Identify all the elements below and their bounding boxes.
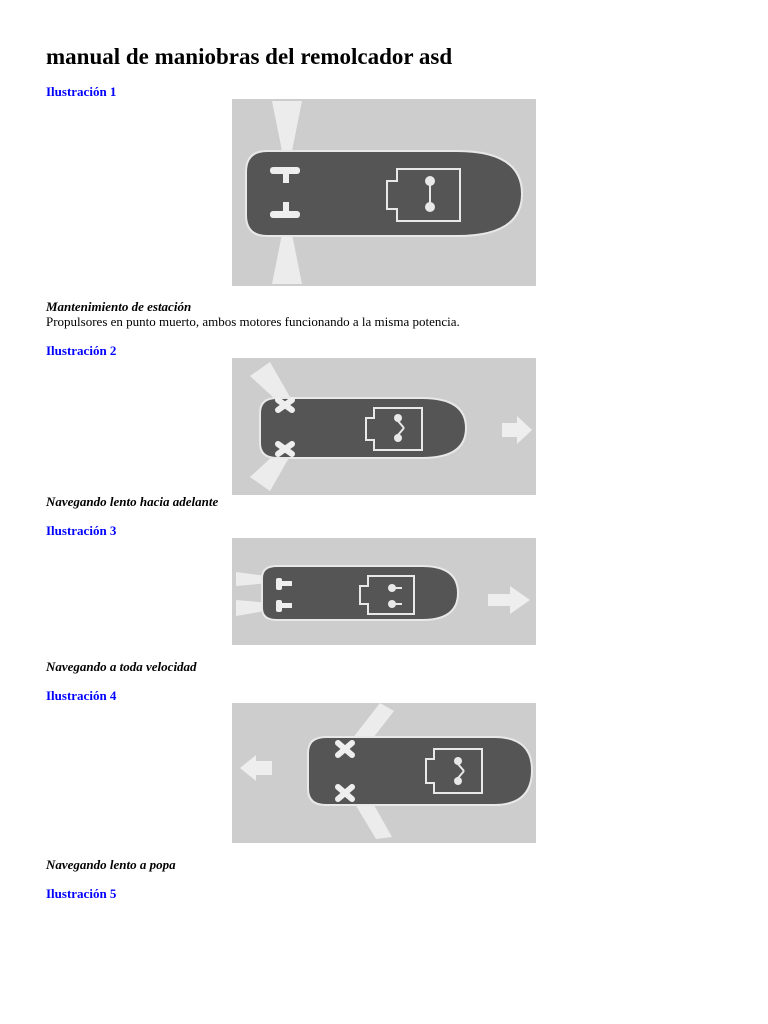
illustration-1-caption: Mantenimiento de estación (46, 299, 192, 314)
tug-diagram-slow-astern (232, 703, 536, 843)
page-title: manual de maniobras del remolcador asd (46, 44, 453, 69)
illustration-2-link[interactable]: Ilustración 2 (46, 343, 117, 358)
illustration-3-caption: Navegando a toda velocidad (46, 659, 197, 674)
tug-diagram-station-keeping (232, 99, 536, 286)
illustration-2-image (232, 358, 536, 495)
illustration-4-image (232, 703, 536, 843)
illustration-4-caption: Navegando lento a popa (46, 857, 176, 872)
tug-diagram-slow-ahead (232, 358, 536, 495)
illustration-1-image (232, 99, 536, 286)
illustration-5-link[interactable]: Ilustración 5 (46, 886, 117, 901)
illustration-1-link[interactable]: Ilustración 1 (46, 84, 117, 99)
tug-diagram-full-ahead (232, 538, 536, 645)
illustration-3-link[interactable]: Ilustración 3 (46, 523, 117, 538)
illustration-3-image (232, 538, 536, 645)
illustration-1-description: Propulsores en punto muerto, ambos motores funcionando a la misma potencia. (46, 314, 460, 329)
illustration-4-link[interactable]: Ilustración 4 (46, 688, 117, 703)
illustration-2-caption: Navegando lento hacia adelante (46, 494, 219, 509)
